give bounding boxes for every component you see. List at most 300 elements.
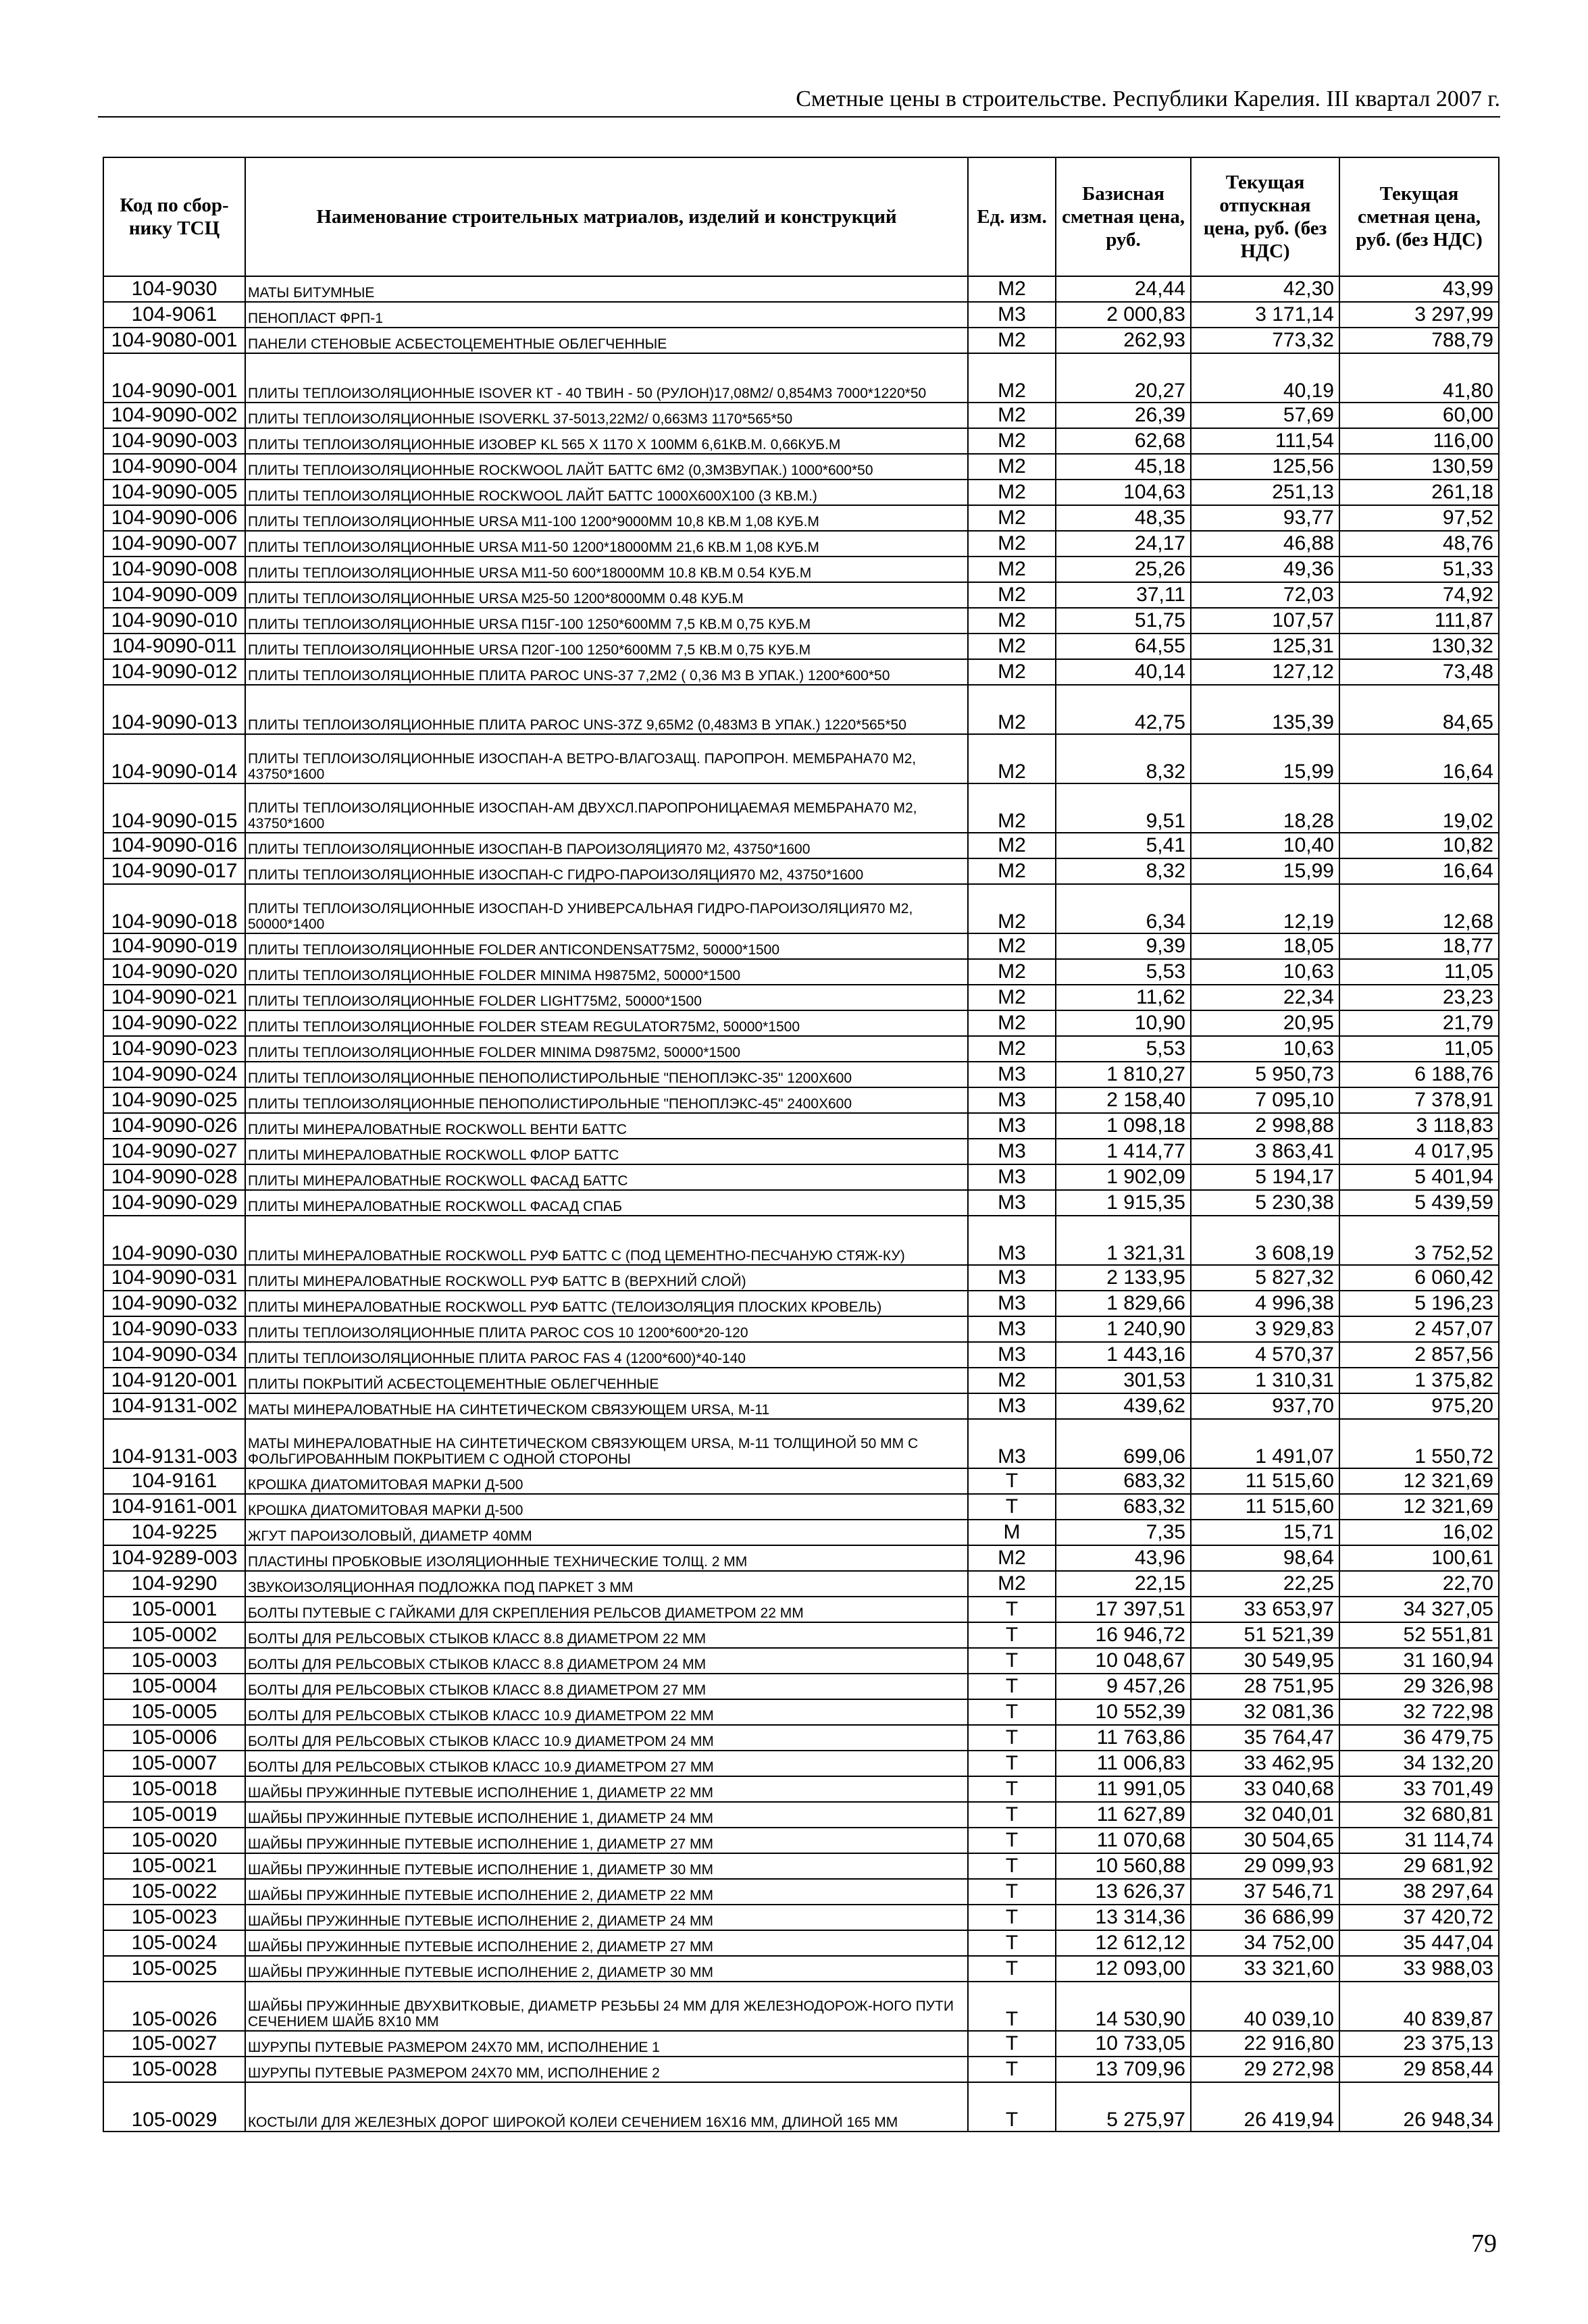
cell-release-price: 33 321,60 (1191, 1956, 1339, 1982)
cell-unit: М2 (968, 276, 1056, 302)
cell-estimate-price: 2 857,56 (1339, 1342, 1499, 1368)
cell-release-price: 36 686,99 (1191, 1905, 1339, 1930)
cell-release-price: 3 929,83 (1191, 1316, 1339, 1342)
cell-base-price: 9 457,26 (1056, 1674, 1191, 1699)
cell-unit: М2 (968, 328, 1056, 353)
cell-estimate-price: 29 326,98 (1339, 1674, 1499, 1699)
cell-code: 104-9090-004 (103, 454, 245, 480)
table-row (103, 1751, 1499, 1776)
table-row (103, 959, 1499, 985)
cell-estimate-price: 35 447,04 (1339, 1930, 1499, 1956)
cell-name: ПЛИТЫ ТЕПЛОИЗОЛЯЦИОННЫЕ ИЗОСПАН-D УНИВЕРСАЛЬНАЯ ГИДРО-ПАРОИЗОЛЯЦИЯ70 М2, 50000*1400 (245, 884, 968, 933)
cell-name: КРОШКА ДИАТОМИТОВАЯ МАРКИ Д-500 (245, 1494, 968, 1520)
cell-code: 104-9290 (103, 1571, 245, 1597)
table-row (103, 1648, 1499, 1674)
table-row (103, 1853, 1499, 1879)
cell-unit: Т (968, 1468, 1056, 1494)
cell-base-price: 10 048,67 (1056, 1648, 1191, 1674)
cell-code: 104-9090-016 (103, 833, 245, 858)
cell-estimate-price: 5 439,59 (1339, 1190, 1499, 1216)
table-row (103, 1468, 1499, 1494)
cell-estimate-price: 1 550,72 (1339, 1419, 1499, 1468)
running-header: Сметные цены в строительстве. Республики Карелия. III квартал 2007 г. (98, 86, 1500, 118)
cell-code: 104-9120-001 (103, 1368, 245, 1393)
table-row (103, 276, 1499, 302)
table-row (103, 1010, 1499, 1036)
cell-estimate-price: 10,82 (1339, 833, 1499, 858)
cell-unit: М2 (968, 480, 1056, 505)
cell-release-price: 15,99 (1191, 858, 1339, 884)
table-row (103, 1725, 1499, 1751)
cell-unit: М3 (968, 1291, 1056, 1316)
cell-unit: М2 (968, 531, 1056, 557)
cell-name: ШУРУПЫ ПУТЕВЫЕ РАЗМЕРОМ 24Х70 ММ, ИСПОЛНЕНИЕ 2 (245, 2057, 968, 2082)
cell-name: ПЛИТЫ ТЕПЛОИЗОЛЯЦИОННЫЕ URSA М11-100 1200*9000ММ 10,8 КВ.М 1,08 КУБ.М (245, 505, 968, 531)
cell-name: БОЛТЫ ДЛЯ РЕЛЬСОВЫХ СТЫКОВ КЛАСС 10.9 ДИАМЕТРОМ 27 ММ (245, 1751, 968, 1776)
cell-code: 104-9090-026 (103, 1113, 245, 1139)
cell-base-price: 1 810,27 (1056, 1062, 1191, 1087)
table-row (103, 428, 1499, 454)
cell-name: ПЛИТЫ ТЕПЛОИЗОЛЯЦИОННЫЕ ISOVERKL 37-5013,22М2/ 0,663М3 1170*565*50 (245, 403, 968, 428)
cell-unit: М3 (968, 1316, 1056, 1342)
cell-estimate-price: 23,23 (1339, 985, 1499, 1010)
cell-name: ПЛИТЫ ПОКРЫТИЙ АСБЕСТОЦЕМЕНТНЫЕ ОБЛЕГЧЕННЫЕ (245, 1368, 968, 1393)
cell-name: ПЛИТЫ ТЕПЛОИЗОЛЯЦИОННЫЕ ИЗОСПАН-А ВЕТРО-ВЛАГОЗАЩ. ПАРОПРОН. МЕМБРАНА70 М2, 43750*1600 (245, 734, 968, 783)
cell-code: 104-9161 (103, 1468, 245, 1494)
cell-code: 104-9090-005 (103, 480, 245, 505)
cell-unit: Т (968, 2031, 1056, 2057)
cell-unit: Т (968, 1699, 1056, 1725)
cell-base-price: 1 098,18 (1056, 1113, 1191, 1139)
cell-base-price: 5,41 (1056, 833, 1191, 858)
cell-release-price: 15,99 (1191, 734, 1339, 783)
cell-release-price: 29 099,93 (1191, 1853, 1339, 1879)
cell-estimate-price: 33 988,03 (1339, 1956, 1499, 1982)
cell-estimate-price: 975,20 (1339, 1393, 1499, 1419)
cell-estimate-price: 84,65 (1339, 685, 1499, 734)
cell-code: 104-9080-001 (103, 328, 245, 353)
cell-base-price: 683,32 (1056, 1494, 1191, 1520)
table-row (103, 353, 1499, 403)
cell-estimate-price: 19,02 (1339, 783, 1499, 833)
table-row (103, 1216, 1499, 1265)
cell-base-price: 9,51 (1056, 783, 1191, 833)
cell-name: ПЛИТЫ МИНЕРАЛОВАТНЫЕ ROCKWOLL ФАСАД БАТТС (245, 1164, 968, 1190)
cell-code: 104-9090-033 (103, 1316, 245, 1342)
cell-name: МАТЫ БИТУМНЫЕ (245, 276, 968, 302)
cell-name: ШАЙБЫ ПРУЖИННЫЕ ПУТЕВЫЕ ИСПОЛНЕНИЕ 1, ДИАМЕТР 24 ММ (245, 1802, 968, 1828)
cell-name: ПЛИТЫ ТЕПЛОИЗОЛЯЦИОННЫЕ ИЗОСПАН-С ГИДРО-ПАРОИЗОЛЯЦИЯ70 М2, 43750*1600 (245, 858, 968, 884)
cell-estimate-price: 12,68 (1339, 884, 1499, 933)
cell-code: 105-0006 (103, 1725, 245, 1751)
cell-estimate-price: 60,00 (1339, 403, 1499, 428)
cell-estimate-price: 788,79 (1339, 328, 1499, 353)
cell-estimate-price: 52 551,81 (1339, 1622, 1499, 1648)
cell-name: ПЛИТЫ ТЕПЛОИЗОЛЯЦИОННЫЕ ПЛИТА PAROC UNS-37 7,2М2 ( 0,36 М3 В УПАК.) 1200*600*50 (245, 659, 968, 685)
cell-name: МАТЫ МИНЕРАЛОВАТНЫЕ НА СИНТЕТИЧЕСКОМ СВЯЗУЮЩЕМ URSA, М-11 ТОЛЩИНОЙ 50 ММ С ФОЛЬГИРОВАННЫМ ПОКРЫТИЕМ С ОДНОЙ СТОРОНЫ (245, 1419, 968, 1468)
cell-base-price: 26,39 (1056, 403, 1191, 428)
cell-unit: М2 (968, 403, 1056, 428)
table-row (103, 1776, 1499, 1802)
cell-base-price: 11 763,86 (1056, 1725, 1191, 1751)
cell-code: 104-9090-032 (103, 1291, 245, 1316)
cell-estimate-price: 2 457,07 (1339, 1316, 1499, 1342)
cell-name: ПЛИТЫ ТЕПЛОИЗОЛЯЦИОННЫЕ ПЕНОПОЛИСТИРОЛЬНЫЕ "ПЕНОПЛЭКС-45" 2400X600 (245, 1087, 968, 1113)
cell-release-price: 135,39 (1191, 685, 1339, 734)
cell-name: ПЛИТЫ ТЕПЛОИЗОЛЯЦИОННЫЕ ИЗОСПАН-АМ ДВУХСЛ.ПАРОПРОНИЦАЕМАЯ МЕМБРАНА70 М2, 43750*1600 (245, 783, 968, 833)
cell-base-price: 62,68 (1056, 428, 1191, 454)
cell-estimate-price: 33 701,49 (1339, 1776, 1499, 1802)
cell-name: ПЛИТЫ ТЕПЛОИЗОЛЯЦИОННЫЕ FOLDER LIGHT75М2, 50000*1500 (245, 985, 968, 1010)
cell-base-price: 2 000,83 (1056, 302, 1191, 328)
cell-unit: М3 (968, 1265, 1056, 1291)
cell-name: ШУРУПЫ ПУТЕВЫЕ РАЗМЕРОМ 24Х70 ММ, ИСПОЛНЕНИЕ 1 (245, 2031, 968, 2057)
cell-name: ПЛИТЫ МИНЕРАЛОВАТНЫЕ ROCKWOLL ВЕНТИ БАТТС (245, 1113, 968, 1139)
cell-base-price: 301,53 (1056, 1368, 1191, 1393)
cell-release-price: 15,71 (1191, 1520, 1339, 1545)
cell-code: 104-9090-025 (103, 1087, 245, 1113)
cell-unit: Т (968, 1776, 1056, 1802)
cell-code: 105-0018 (103, 1776, 245, 1802)
cell-release-price: 29 272,98 (1191, 2057, 1339, 2082)
cell-unit: Т (968, 1879, 1056, 1905)
cell-base-price: 699,06 (1056, 1419, 1191, 1468)
cell-base-price: 10 733,05 (1056, 2031, 1191, 2057)
cell-name: ПЛАСТИНЫ ПРОБКОВЫЕ ИЗОЛЯЦИОННЫЕ ТЕХНИЧЕСКИЕ ТОЛЩ. 2 ММ (245, 1545, 968, 1571)
cell-release-price: 72,03 (1191, 582, 1339, 608)
cell-release-price: 18,28 (1191, 783, 1339, 833)
table-row (103, 1316, 1499, 1342)
cell-release-price: 40,19 (1191, 353, 1339, 403)
cell-code: 104-9090-001 (103, 353, 245, 403)
cell-name: ПЛИТЫ ТЕПЛОИЗОЛЯЦИОННЫЕ FOLDER MINIMA H9875М2, 50000*1500 (245, 959, 968, 985)
cell-code: 104-9090-024 (103, 1062, 245, 1087)
column-header-release-price: Текущая отпускная цена, руб. (без НДС) (1191, 157, 1339, 276)
cell-base-price: 8,32 (1056, 858, 1191, 884)
cell-estimate-price: 48,76 (1339, 531, 1499, 557)
cell-release-price: 937,70 (1191, 1393, 1339, 1419)
cell-name: ПЛИТЫ ТЕПЛОИЗОЛЯЦИОННЫЕ ПЛИТА PAROC UNS-37Z 9,65М2 (0,483М3 В УПАК.) 1220*565*50 (245, 685, 968, 734)
cell-code: 105-0007 (103, 1751, 245, 1776)
cell-release-price: 1 310,31 (1191, 1368, 1339, 1393)
cell-base-price: 6,34 (1056, 884, 1191, 933)
cell-code: 105-0003 (103, 1648, 245, 1674)
cell-base-price: 1 240,90 (1056, 1316, 1191, 1342)
cell-code: 104-9131-003 (103, 1419, 245, 1468)
cell-base-price: 51,75 (1056, 608, 1191, 634)
cell-code: 104-9090-007 (103, 531, 245, 557)
cell-unit: М2 (968, 634, 1056, 659)
cell-unit: М3 (968, 1062, 1056, 1087)
cell-name: ПЛИТЫ МИНЕРАЛОВАТНЫЕ ROCKWOLL РУФ БАТТС В (ВЕРХНИЙ СЛОЙ) (245, 1265, 968, 1291)
cell-code: 104-9289-003 (103, 1545, 245, 1571)
cell-unit: М3 (968, 1087, 1056, 1113)
cell-name: ПЛИТЫ ТЕПЛОИЗОЛЯЦИОННЫЕ FOLDER STEAM REGULATOR75М2, 50000*1500 (245, 1010, 968, 1036)
table-row (103, 1265, 1499, 1291)
cell-code: 104-9090-010 (103, 608, 245, 634)
cell-name: БОЛТЫ ПУТЕВЫЕ С ГАЙКАМИ ДЛЯ СКРЕПЛЕНИЯ РЕЛЬСОВ ДИАМЕТРОМ 22 ММ (245, 1597, 968, 1622)
cell-name: ШАЙБЫ ПРУЖИННЫЕ ПУТЕВЫЕ ИСПОЛНЕНИЕ 2, ДИАМЕТР 22 ММ (245, 1879, 968, 1905)
cell-name: МАТЫ МИНЕРАЛОВАТНЫЕ НА СИНТЕТИЧЕСКОМ СВЯЗУЮЩЕМ URSA, М-11 (245, 1393, 968, 1419)
cell-unit: М2 (968, 353, 1056, 403)
cell-estimate-price: 40 839,87 (1339, 1982, 1499, 2031)
cell-estimate-price: 7 378,91 (1339, 1087, 1499, 1113)
cell-unit: Т (968, 1648, 1056, 1674)
cell-estimate-price: 3 297,99 (1339, 302, 1499, 328)
cell-unit: М3 (968, 1393, 1056, 1419)
cell-release-price: 46,88 (1191, 531, 1339, 557)
cell-release-price: 3 171,14 (1191, 302, 1339, 328)
cell-estimate-price: 261,18 (1339, 480, 1499, 505)
cell-code: 104-9090-014 (103, 734, 245, 783)
cell-unit: М2 (968, 608, 1056, 634)
cell-name: ПЛИТЫ ТЕПЛОИЗОЛЯЦИОННЫЕ ИЗОВЕР KL 565 X 1170 X 100ММ 6,61КВ.М. 0,66КУБ.М (245, 428, 968, 454)
cell-release-price: 57,69 (1191, 403, 1339, 428)
cell-unit: М3 (968, 1139, 1056, 1164)
cell-name: ПЛИТЫ ТЕПЛОИЗОЛЯЦИОННЫЕ URSA П15Г-100 1250*600ММ 7,5 КВ.М 0,75 КУБ.М (245, 608, 968, 634)
cell-name: ШАЙБЫ ПРУЖИННЫЕ ПУТЕВЫЕ ИСПОЛНЕНИЕ 2, ДИАМЕТР 30 ММ (245, 1956, 968, 1982)
cell-base-price: 104,63 (1056, 480, 1191, 505)
cell-estimate-price: 38 297,64 (1339, 1879, 1499, 1905)
cell-estimate-price: 16,64 (1339, 734, 1499, 783)
table-row (103, 1699, 1499, 1725)
table-row (103, 582, 1499, 608)
cell-estimate-price: 100,61 (1339, 1545, 1499, 1571)
cell-unit: Т (968, 1982, 1056, 2031)
cell-estimate-price: 22,70 (1339, 1571, 1499, 1597)
cell-code: 105-0020 (103, 1828, 245, 1853)
table-row (103, 328, 1499, 353)
cell-name: ПЛИТЫ ТЕПЛОИЗОЛЯЦИОННЫЕ ПЛИТА PAROC FAS 4 (1200*600)*40-140 (245, 1342, 968, 1368)
column-header-code: Код по сбор-нику ТСЦ (103, 157, 245, 276)
table-row (103, 1622, 1499, 1648)
cell-unit: М2 (968, 783, 1056, 833)
cell-unit: Т (968, 1622, 1056, 1648)
cell-base-price: 683,32 (1056, 1468, 1191, 1494)
cell-estimate-price: 12 321,69 (1339, 1468, 1499, 1494)
cell-release-price: 3 863,41 (1191, 1139, 1339, 1164)
cell-release-price: 11 515,60 (1191, 1494, 1339, 1520)
table-row (103, 1571, 1499, 1597)
cell-code: 105-0019 (103, 1802, 245, 1828)
cell-unit: М2 (968, 428, 1056, 454)
cell-release-price: 22,34 (1191, 985, 1339, 1010)
cell-release-price: 127,12 (1191, 659, 1339, 685)
cell-release-price: 26 419,94 (1191, 2082, 1339, 2132)
table-row (103, 685, 1499, 734)
table-row (103, 505, 1499, 531)
cell-name: ПЛИТЫ ТЕПЛОИЗОЛЯЦИОННЫЕ ROCKWOOL ЛАЙТ БАТТС 1000X600X100 (3 КВ.М.) (245, 480, 968, 505)
cell-release-price: 11 515,60 (1191, 1468, 1339, 1494)
cell-release-price: 42,30 (1191, 276, 1339, 302)
column-header-estimate-price: Текущая сметная цена, руб. (без НДС) (1339, 157, 1499, 276)
cell-name: ПЛИТЫ ТЕПЛОИЗОЛЯЦИОННЫЕ FOLDER MINIMA D9875М2, 50000*1500 (245, 1036, 968, 1062)
cell-unit: Т (968, 1751, 1056, 1776)
cell-release-price: 7 095,10 (1191, 1087, 1339, 1113)
cell-code: 104-9030 (103, 276, 245, 302)
table-row (103, 2082, 1499, 2132)
cell-estimate-price: 16,02 (1339, 1520, 1499, 1545)
cell-name: ПЛИТЫ ТЕПЛОИЗОЛЯЦИОННЫЕ URSA М25-50 1200*8000ММ 0.48 КУБ.М (245, 582, 968, 608)
table-row (103, 1545, 1499, 1571)
cell-unit: М2 (968, 884, 1056, 933)
cell-code: 104-9090-023 (103, 1036, 245, 1062)
cell-release-price: 5 950,73 (1191, 1062, 1339, 1087)
cell-unit: М2 (968, 985, 1056, 1010)
cell-unit: М2 (968, 734, 1056, 783)
cell-unit: М2 (968, 1036, 1056, 1062)
table-row (103, 1062, 1499, 1087)
table-row (103, 1368, 1499, 1393)
cell-release-price: 35 764,47 (1191, 1725, 1339, 1751)
cell-name: БОЛТЫ ДЛЯ РЕЛЬСОВЫХ СТЫКОВ КЛАСС 10.9 ДИАМЕТРОМ 22 ММ (245, 1699, 968, 1725)
cell-estimate-price: 31 114,74 (1339, 1828, 1499, 1853)
table-row (103, 1956, 1499, 1982)
cell-base-price: 20,27 (1056, 353, 1191, 403)
cell-estimate-price: 37 420,72 (1339, 1905, 1499, 1930)
cell-base-price: 10,90 (1056, 1010, 1191, 1036)
cell-code: 105-0026 (103, 1982, 245, 2031)
cell-name: ПЛИТЫ ТЕПЛОИЗОЛЯЦИОННЫЕ ПЛИТА PAROC COS 10 1200*600*20-120 (245, 1316, 968, 1342)
cell-base-price: 64,55 (1056, 634, 1191, 659)
cell-estimate-price: 34 327,05 (1339, 1597, 1499, 1622)
cell-base-price: 1 829,66 (1056, 1291, 1191, 1316)
cell-base-price: 43,96 (1056, 1545, 1191, 1571)
cell-estimate-price: 74,92 (1339, 582, 1499, 608)
cell-estimate-price: 11,05 (1339, 959, 1499, 985)
cell-name: ПЛИТЫ МИНЕРАЛОВАТНЫЕ ROCKWOLL РУФ БАТТС С (ПОД ЦЕМЕНТНО-ПЕСЧАНУЮ СТЯЖ-КУ) (245, 1216, 968, 1265)
cell-base-price: 40,14 (1056, 659, 1191, 685)
table-row (103, 1190, 1499, 1216)
cell-unit: Т (968, 1725, 1056, 1751)
cell-estimate-price: 111,87 (1339, 608, 1499, 634)
cell-name: ШАЙБЫ ПРУЖИННЫЕ ПУТЕВЫЕ ИСПОЛНЕНИЕ 1, ДИАМЕТР 30 ММ (245, 1853, 968, 1879)
cell-base-price: 1 902,09 (1056, 1164, 1191, 1190)
cell-base-price: 1 443,16 (1056, 1342, 1191, 1368)
cell-unit: Т (968, 1828, 1056, 1853)
cell-release-price: 22,25 (1191, 1571, 1339, 1597)
table-row (103, 1879, 1499, 1905)
cell-unit: М3 (968, 1216, 1056, 1265)
cell-name: ПЛИТЫ МИНЕРАЛОВАТНЫЕ ROCKWOLL РУФ БАТТС (ТЕЛОИЗОЛЯЦИЯ ПЛОСКИХ КРОВЕЛЬ) (245, 1291, 968, 1316)
cell-unit: М3 (968, 1113, 1056, 1139)
cell-unit: М2 (968, 685, 1056, 734)
cell-estimate-price: 11,05 (1339, 1036, 1499, 1062)
table-row (103, 634, 1499, 659)
table-row (103, 2031, 1499, 2057)
cell-name: ПЛИТЫ ТЕПЛОИЗОЛЯЦИОННЫЕ FOLDER ANTICONDENSAT75М2, 50000*1500 (245, 933, 968, 959)
cell-name: БОЛТЫ ДЛЯ РЕЛЬСОВЫХ СТЫКОВ КЛАСС 8.8 ДИАМЕТРОМ 24 ММ (245, 1648, 968, 1674)
cell-name: ШАЙБЫ ПРУЖИННЫЕ ПУТЕВЫЕ ИСПОЛНЕНИЕ 1, ДИАМЕТР 22 ММ (245, 1776, 968, 1802)
table-row (103, 1393, 1499, 1419)
cell-name: БОЛТЫ ДЛЯ РЕЛЬСОВЫХ СТЫКОВ КЛАСС 8.8 ДИАМЕТРОМ 27 ММ (245, 1674, 968, 1699)
cell-code: 105-0001 (103, 1597, 245, 1622)
cell-estimate-price: 18,77 (1339, 933, 1499, 959)
cell-unit: М3 (968, 1190, 1056, 1216)
cell-code: 104-9090-034 (103, 1342, 245, 1368)
cell-name: ПЛИТЫ ТЕПЛОИЗОЛЯЦИОННЫЕ ISOVER КТ - 40 ТВИН - 50 (РУЛОН)17,08М2/ 0,854М3 7000*1220*50 (245, 353, 968, 403)
cell-estimate-price: 43,99 (1339, 276, 1499, 302)
cell-name: ПЛИТЫ ТЕПЛОИЗОЛЯЦИОННЫЕ URSA М11-50 600*18000ММ 10.8 КВ.М 0.54 КУБ.М (245, 557, 968, 582)
cell-base-price: 10 560,88 (1056, 1853, 1191, 1879)
cell-code: 104-9090-019 (103, 933, 245, 959)
cell-release-price: 37 546,71 (1191, 1879, 1339, 1905)
cell-release-price: 98,64 (1191, 1545, 1339, 1571)
table-row (103, 1419, 1499, 1468)
cell-estimate-price: 3 752,52 (1339, 1216, 1499, 1265)
cell-code: 105-0005 (103, 1699, 245, 1725)
cell-base-price: 1 414,77 (1056, 1139, 1191, 1164)
cell-code: 105-0004 (103, 1674, 245, 1699)
cell-name: ШАЙБЫ ПРУЖИННЫЕ ДВУХВИТКОВЫЕ, ДИАМЕТР РЕЗЬБЫ 24 ММ ДЛЯ ЖЕЛЕЗНОДОРОЖ-НОГО ПУТИ СЕЧЕНИЕМ ШАЙБ 8Х10 ММ (245, 1982, 968, 2031)
cell-estimate-price: 97,52 (1339, 505, 1499, 531)
cell-base-price: 13 709,96 (1056, 2057, 1191, 2082)
cell-base-price: 2 133,95 (1056, 1265, 1191, 1291)
cell-name: ШАЙБЫ ПРУЖИННЫЕ ПУТЕВЫЕ ИСПОЛНЕНИЕ 2, ДИАМЕТР 24 ММ (245, 1905, 968, 1930)
cell-name: ПЛИТЫ ТЕПЛОИЗОЛЯЦИОННЫЕ ПЕНОПОЛИСТИРОЛЬНЫЕ "ПЕНОПЛЭКС-35" 1200X600 (245, 1062, 968, 1087)
table-row (103, 480, 1499, 505)
cell-unit: Т (968, 1674, 1056, 1699)
cell-code: 104-9090-022 (103, 1010, 245, 1036)
cell-estimate-price: 12 321,69 (1339, 1494, 1499, 1520)
cell-estimate-price: 4 017,95 (1339, 1139, 1499, 1164)
cell-estimate-price: 6 188,76 (1339, 1062, 1499, 1087)
cell-name: БОЛТЫ ДЛЯ РЕЛЬСОВЫХ СТЫКОВ КЛАСС 8.8 ДИАМЕТРОМ 22 ММ (245, 1622, 968, 1648)
cell-unit: Т (968, 1905, 1056, 1930)
cell-release-price: 1 491,07 (1191, 1419, 1339, 1468)
cell-code: 105-0023 (103, 1905, 245, 1930)
cell-unit: М2 (968, 659, 1056, 685)
cell-estimate-price: 16,64 (1339, 858, 1499, 884)
table-row (103, 531, 1499, 557)
cell-release-price: 33 653,97 (1191, 1597, 1339, 1622)
cell-code: 104-9090-015 (103, 783, 245, 833)
cell-unit: Т (968, 1930, 1056, 1956)
cell-release-price: 111,54 (1191, 428, 1339, 454)
cell-code: 105-0029 (103, 2082, 245, 2132)
cell-code: 104-9090-020 (103, 959, 245, 985)
cell-base-price: 37,11 (1056, 582, 1191, 608)
cell-estimate-price: 1 375,82 (1339, 1368, 1499, 1393)
cell-base-price: 7,35 (1056, 1520, 1191, 1545)
cell-release-price: 40 039,10 (1191, 1982, 1339, 2031)
cell-code: 104-9090-012 (103, 659, 245, 685)
cell-base-price: 14 530,90 (1056, 1982, 1191, 2031)
cell-estimate-price: 23 375,13 (1339, 2031, 1499, 2057)
cell-code: 104-9090-018 (103, 884, 245, 933)
cell-unit: М2 (968, 505, 1056, 531)
table-row (103, 1802, 1499, 1828)
cell-code: 105-0024 (103, 1930, 245, 1956)
table-row (103, 1036, 1499, 1062)
cell-code: 104-9090-021 (103, 985, 245, 1010)
cell-unit: М3 (968, 302, 1056, 328)
cell-unit: М2 (968, 933, 1056, 959)
cell-code: 104-9090-003 (103, 428, 245, 454)
column-header-base-price: Базисная сметная цена, руб. (1056, 157, 1191, 276)
cell-unit: Т (968, 1597, 1056, 1622)
cell-estimate-price: 31 160,94 (1339, 1648, 1499, 1674)
cell-release-price: 3 608,19 (1191, 1216, 1339, 1265)
cell-base-price: 48,35 (1056, 505, 1191, 531)
cell-release-price: 22 916,80 (1191, 2031, 1339, 2057)
cell-release-price: 20,95 (1191, 1010, 1339, 1036)
cell-name: ЗВУКОИЗОЛЯЦИОННАЯ ПОДЛОЖКА ПОД ПАРКЕТ 3 ММ (245, 1571, 968, 1597)
cell-unit: М2 (968, 454, 1056, 480)
cell-unit: М2 (968, 1010, 1056, 1036)
cell-unit: М (968, 1520, 1056, 1545)
cell-base-price: 13 314,36 (1056, 1905, 1191, 1930)
